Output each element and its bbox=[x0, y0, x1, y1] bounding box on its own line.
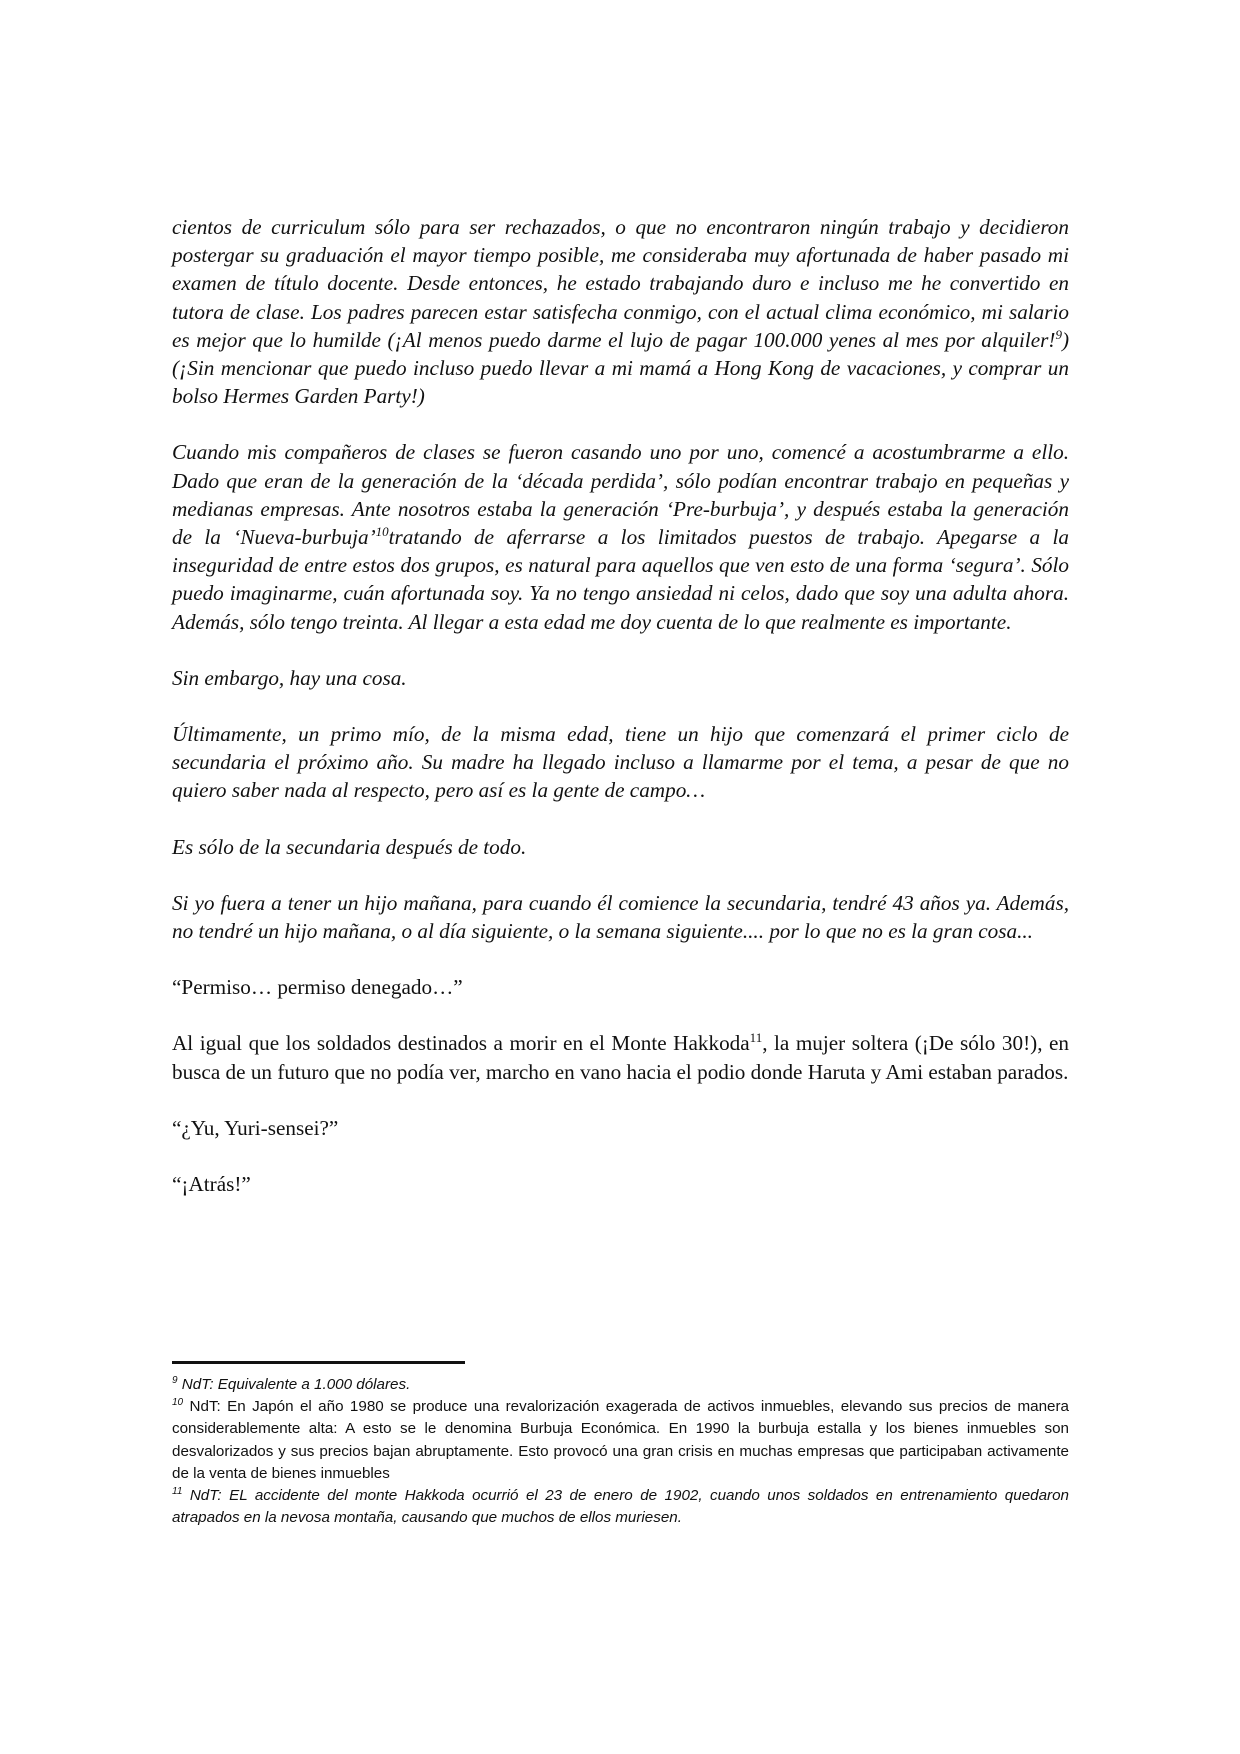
footnote-separator bbox=[172, 1361, 465, 1364]
paragraph-text: “¿Yu, Yuri-sensei?” bbox=[172, 1115, 339, 1140]
paragraph-text: “Permiso… permiso denegado…” bbox=[172, 975, 463, 1000]
paragraph bbox=[172, 889, 1069, 945]
paragraph bbox=[172, 664, 1069, 692]
footnote-reference: 11 bbox=[749, 1030, 763, 1046]
paragraph-text: ) (¡Sin mencionar que puedo incluso puedo llevar a mi mamá a Hong Kong de vacaciones, y comprar un bolso Hermes Garden Party!) bbox=[172, 327, 1069, 409]
paragraph bbox=[172, 973, 1069, 1001]
footnote-text: NdT: En Japón el año 1980 se produce una revalorización exagerada de activos inmuebles, elevando sus precios de manera considerablemente alta: A esto se le denomina Burbuja Económica. En 1990 la burbuja estalla y los bienes inmuebles son desvalorizados y sus precios bajan abruptamente. Esto provocó una gran crisis en muchas empresas que participaban activamente de la venta de bienes inmuebles bbox=[172, 1398, 1069, 1482]
paragraph bbox=[172, 438, 1069, 635]
paragraph-text: “¡Atrás!” bbox=[172, 1172, 251, 1197]
paragraph-text: Al igual que los soldados destinados a morir en el Monte Hakkoda bbox=[172, 1031, 750, 1056]
paragraph-text: Cuando mis compañeros de clases se fueron casando uno por uno, comencé a acostumbrarme a ello. Dado que eran de la generación de la ‘década perdida’, sólo podían encontrar trabajo en pequeñas y medianas empresas. Ante nosotros estaba la generación ‘Pre-burbuja’, y después estaba la generación de la ‘Nueva-burbuja’ bbox=[172, 440, 1069, 550]
footnote-reference: 9 bbox=[1055, 326, 1062, 342]
paragraph bbox=[172, 213, 1069, 410]
paragraph bbox=[172, 1170, 1069, 1198]
footnote-number: 9 bbox=[172, 1374, 178, 1386]
paragraph-text: Últimamente, un primo mío, de la misma edad, tiene un hijo que comenzará el primer ciclo de secundaria el próximo año. Su madre ha llegado incluso a llamarme por el tema, a pesar de que no quiero saber nada al respecto, pero así es la gente de campo… bbox=[172, 722, 1069, 803]
footnote bbox=[172, 1374, 1069, 1396]
paragraph-text: Sin embargo, hay una cosa. bbox=[172, 665, 407, 690]
paragraph bbox=[172, 1029, 1069, 1085]
paragraph bbox=[172, 720, 1069, 805]
paragraph-text: , la mujer soltera (¡De sólo 30!), en busca de un futuro que no podía ver, marcho en vano hacia el podio donde Haruta y Ami estaban parados. bbox=[172, 1031, 1069, 1084]
footnote-reference: 10 bbox=[375, 523, 389, 539]
paragraph-text: tratando de aferrarse a los limitados puestos de trabajo. Apegarse a la inseguridad de entre estos dos grupos, es natural para aquellos que ven esto de una forma ‘segura’. Sólo puedo imaginarme, cuán afortunada soy. Ya no tengo ansiedad ni celos, dado que soy una adulta ahora. Además, sólo tengo treinta. Al llegar a esta edad me doy cuenta de lo que realmente es importante. bbox=[172, 525, 1070, 634]
paragraph-text: Es sólo de la secundaria después de todo. bbox=[172, 834, 527, 859]
footnotes bbox=[172, 1374, 1069, 1529]
footnote-text: NdT: Equivalente a 1.000 dólares. bbox=[177, 1376, 411, 1393]
footnote-text: NdT: EL accidente del monte Hakkoda ocurrió el 23 de enero de 1902, cuando unos soldados en entrenamiento quedaron atrapados en la nevosa montaña, causando que muchos de ellos muriesen. bbox=[172, 1487, 1069, 1527]
paragraph-text: Si yo fuera a tener un hijo mañana, para cuando él comience la secundaria, tendré 43 años ya. Además, no tendré un hijo mañana, o al día siguiente, o la semana siguiente.... por lo que no es la gran cosa... bbox=[172, 890, 1069, 944]
footnote-number: 11 bbox=[172, 1485, 183, 1497]
paragraph-text: cientos de curriculum sólo para ser rechazados, o que no encontraron ningún trabajo y decidieron postergar su graduación el mayor tiempo posible, me consideraba muy afortunada de haber pasado mi examen de título docente. Desde entonces, he estado trabajando duro e incluso me he convertido en tutora de clase. Los padres parecen estar satisfecha conmigo, con el actual clima económico, mi salario es mejor que lo humilde (¡Al menos puedo darme el lujo de pagar 100.000 yenes al mes por alquiler! bbox=[172, 215, 1069, 352]
footnote bbox=[172, 1485, 1069, 1529]
footnote-number: 10 bbox=[172, 1397, 184, 1409]
body-text bbox=[172, 213, 1069, 1226]
paragraph bbox=[172, 1114, 1069, 1142]
paragraph bbox=[172, 833, 1069, 861]
footnote bbox=[172, 1396, 1069, 1485]
